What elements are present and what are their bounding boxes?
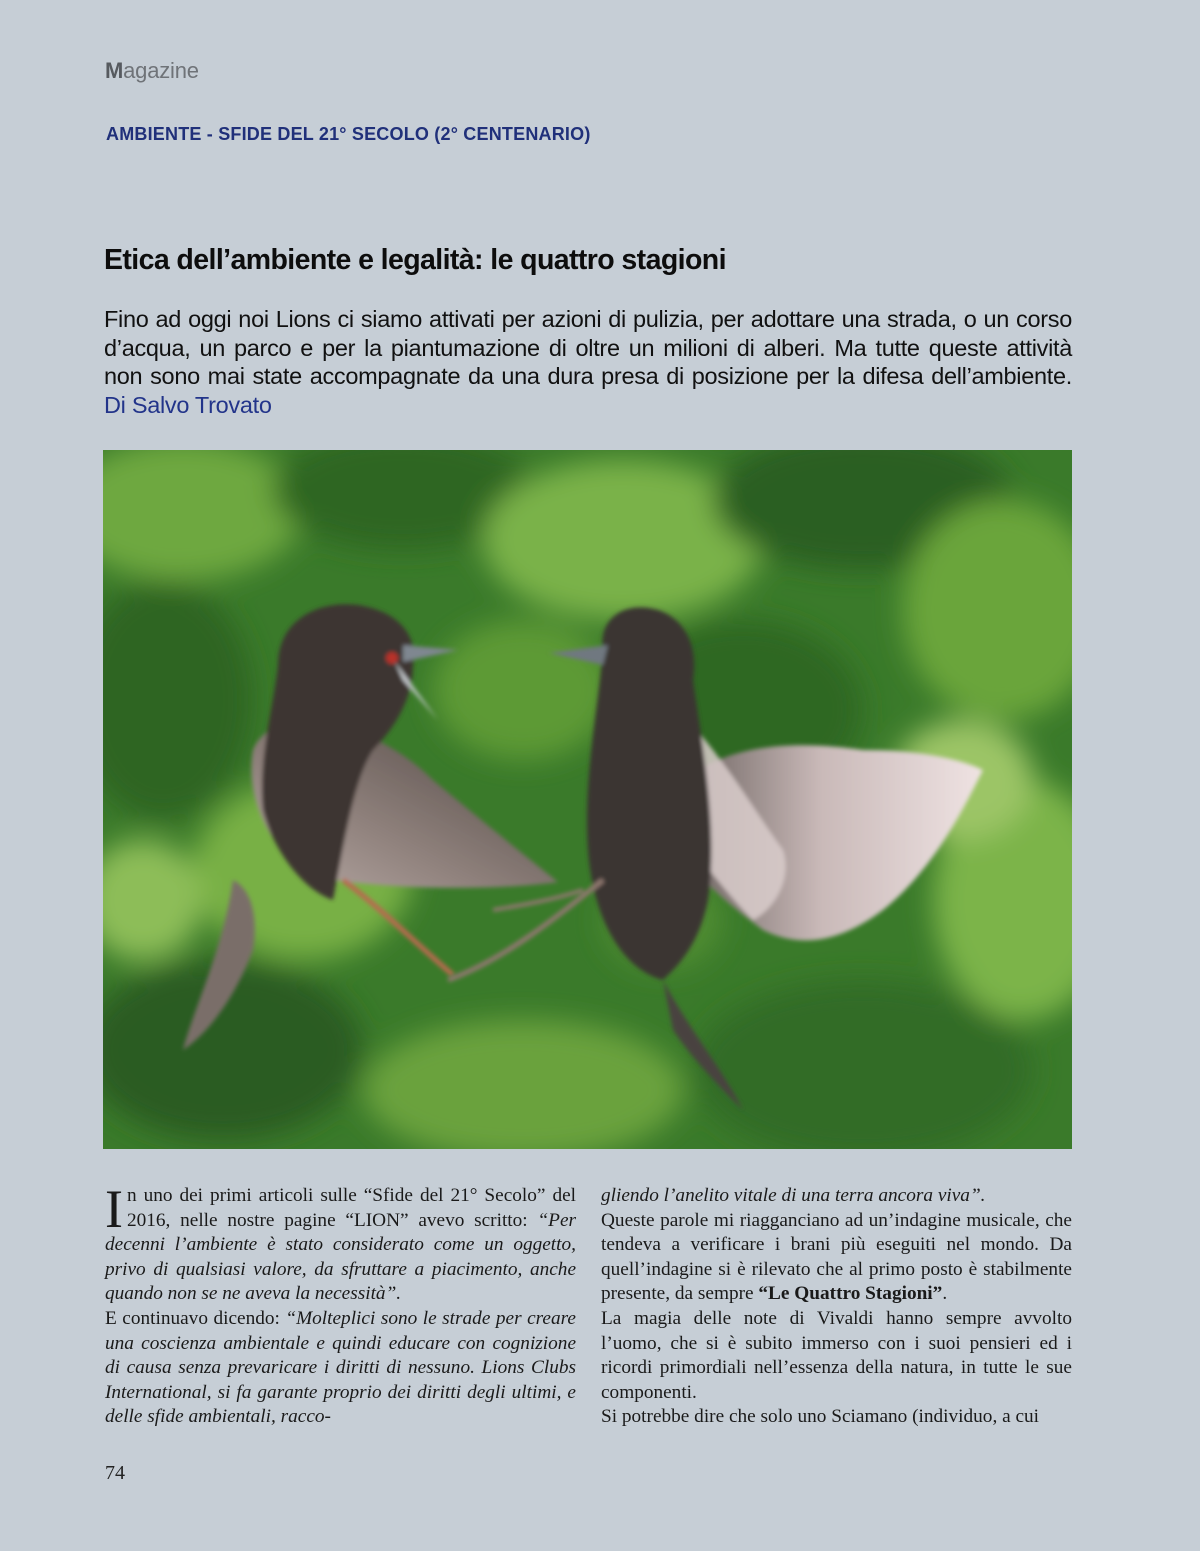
lead-text: Fino ad oggi noi Lions ci siamo attivati per azioni di pulizia, per adottare una strada, o un corso d’acqua, un parco e per la piantumazione di oltre un milioni di alberi. Ma tutte queste attività non sono mai state accompagnate da una dura presa di posizione per la difesa dell’ambiente. [104,306,1072,389]
body-paragraph-5: La magia delle note di Vivaldi hanno sempre avvolto l’uomo, che si è subito immerso con i suoi pensieri ed i ricordi primordiali nell’essenza della natura, in tutte le sue componenti. [601,1307,1072,1403]
body-paragraph-4 [601,1209,1072,1307]
drop-cap: I [105,1179,123,1239]
section-heading: AMBIENTE - SFIDE DEL 21° SECOLO (2° CENTENARIO) [106,124,591,144]
body-text: Queste parole mi riagganciano ad un’indagine musicale, che tendeva a verificare i brani più eseguiti nel mondo. Da quell’indagine si è rilevato che al primo posto è stabilmente presente, da sempre [601,1209,1072,1305]
article-author: Di Salvo Trovato [104,391,272,418]
body-paragraph-1 [105,1179,576,1307]
article-photo [103,450,1072,1149]
body-text: E continuavo dicendo: [105,1307,286,1329]
article-lead [104,305,1072,419]
body-text: n uno dei primi articoli sulle “Sfide del 21° Secolo” del 2016, nelle nostre pagine “LION” avevo scritto: [126,1185,576,1231]
body-paragraph-3 [601,1184,1072,1209]
magazine-masthead [105,58,199,84]
body-paragraph-2 [105,1307,576,1430]
article-body-left-column [105,1179,576,1430]
article-title: Etica dell’ambiente e legalità: le quattro stagioni [104,244,726,276]
starlings-photo [103,450,1072,1149]
body-bold-title: “Le Quattro Stagioni” [758,1283,943,1305]
masthead-initial: M [105,58,124,83]
masthead-rest: agazine [123,58,199,83]
body-text: . [942,1283,948,1305]
body-quote: gliendo l’anelito vitale di una terra ancora viva”. [601,1185,986,1206]
article-body-right-column [601,1184,1072,1430]
body-paragraph-6: Si potrebbe dire che solo uno Sciamano (individuo, a cui [601,1406,1040,1428]
body-quote: “Molteplici sono le strade per creare una coscienza ambientale e quindi educare con cognizione di causa senza prevaricare i diritti di nessuno. Lions Clubs International, si fa garante proprio dei diritti degli ultimi, e delle sfide ambientali, racco- [105,1307,576,1428]
body-quote: “Per decenni l’ambiente è stato considerato come un oggetto, privo di qualsiasi valore, da sfruttare a piacimento, anche quando non se ne aveva la necessità”. [105,1209,576,1305]
page-number: 74 [105,1462,125,1484]
